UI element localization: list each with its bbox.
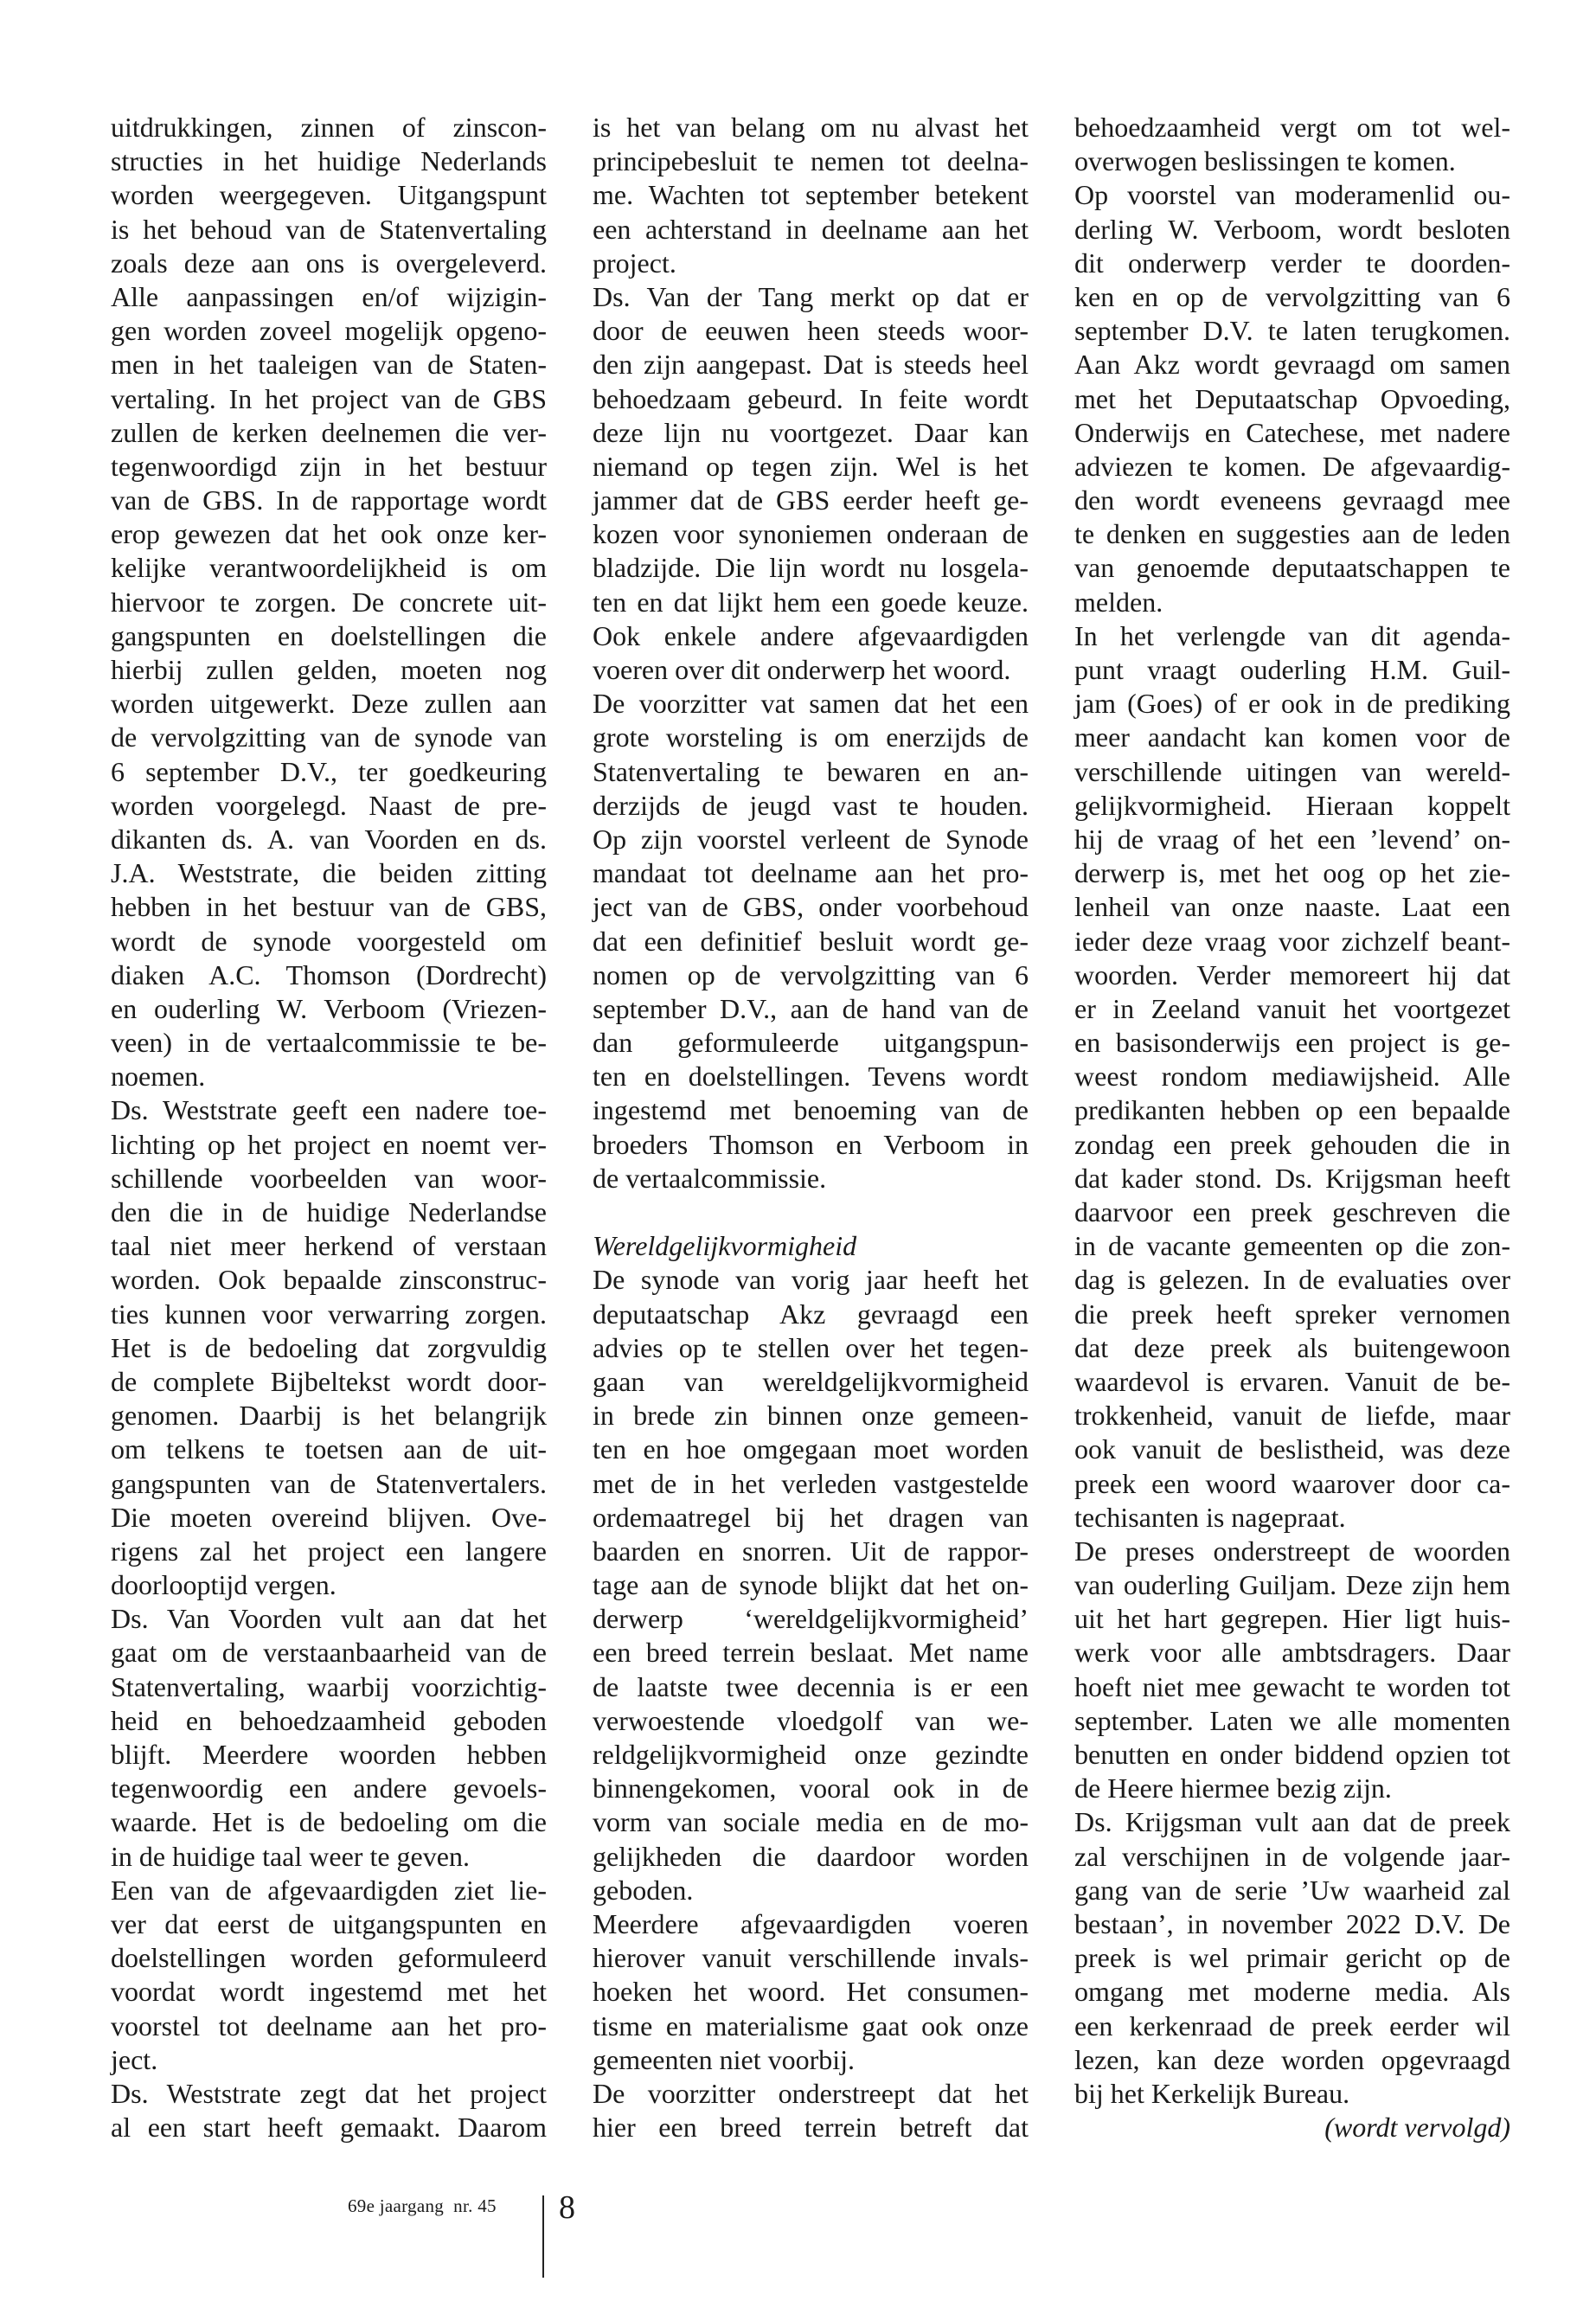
paragraph bbox=[1074, 619, 1510, 1535]
text-line: jam (Goes) of er ook in de prediking bbox=[1074, 688, 1510, 720]
text-line: september D.V., aan de hand van de bbox=[593, 992, 1029, 1024]
text-line: zoals deze aan ons is overgeleverd. bbox=[111, 247, 547, 279]
text-line: de Heere hiermee bezig zijn. bbox=[1074, 1772, 1392, 1804]
text-line: waardevol is ervaren. Vanuit de be- bbox=[1074, 1365, 1510, 1397]
text-line: gemeenten niet voorbij. bbox=[593, 2043, 856, 2075]
text-line: reldgelijkvormigheid onze gezindte bbox=[593, 1739, 1029, 1770]
text-line: principebesluit te nemen tot deelna- bbox=[593, 145, 1029, 177]
text-line: meer aandacht kan komen voor de bbox=[1074, 721, 1510, 753]
text-line: deputaatschap Akz gevraagd een bbox=[593, 1298, 1029, 1330]
text-line: gangspunten van de Statenvertalers. bbox=[111, 1467, 547, 1499]
text-line: in de vacante gemeenten op die zon- bbox=[1074, 1230, 1510, 1262]
text-line: deze lijn nu voortgezet. Daar kan bbox=[593, 416, 1029, 448]
text-line: bij het Kerkelijk Bureau. bbox=[1074, 2077, 1350, 2109]
article-column-1 bbox=[111, 111, 547, 2144]
text-line: voeren over dit onderwerp het woord. bbox=[593, 654, 1011, 685]
text-line: met de in het verleden vastgestelde bbox=[593, 1467, 1029, 1499]
text-line: (wordt vervolgd) bbox=[1324, 2112, 1510, 2144]
text-line: dat deze preek als buitengewoon bbox=[1074, 1331, 1510, 1363]
text-line: me. Wachten tot september betekent bbox=[593, 179, 1029, 211]
text-line: Meerdere afgevaardigden voeren bbox=[593, 1907, 1029, 1939]
text-line: Alle aanpassingen en/of wijzigin- bbox=[111, 280, 547, 312]
text-line: de vervolgzitting van de synode van bbox=[111, 721, 547, 753]
text-line: techisanten is nagepraat. bbox=[1074, 1501, 1346, 1533]
text-line: ten en doelstellingen. Tevens wordt bbox=[593, 1061, 1029, 1093]
paragraph bbox=[1074, 178, 1510, 619]
text-line: september D.V. te laten terugkomen. bbox=[1074, 315, 1510, 347]
text-line: behoedzaam gebeurd. In feite wordt bbox=[593, 382, 1029, 414]
text-line: Op zijn voorstel verleent de Synode bbox=[593, 823, 1029, 855]
text-line: ten en hoe omgegaan moet worden bbox=[593, 1433, 1029, 1465]
text-line: rigens zal het project een langere bbox=[111, 1535, 547, 1567]
text-line: Statenvertaling te bewaren en an- bbox=[593, 755, 1029, 787]
paragraph bbox=[593, 111, 1029, 280]
text-line: de complete Bijbeltekst wordt door- bbox=[111, 1365, 547, 1397]
text-line: project. bbox=[593, 247, 676, 279]
article-column-2 bbox=[593, 111, 1029, 2144]
text-line: ieder deze vraag voor zichzelf beant- bbox=[1074, 925, 1510, 957]
text-line: zullen de kerken deelnemen die ver- bbox=[111, 416, 547, 448]
text-line: kelijke verantwoordelijkheid is om bbox=[111, 552, 547, 584]
text-line: baarden en snorren. Uit de rappor- bbox=[593, 1535, 1029, 1567]
text-line: tegenwoordig een andere gevoels- bbox=[111, 1772, 547, 1804]
paragraph bbox=[111, 111, 547, 1093]
text-line: behoedzaamheid vergt om tot wel- bbox=[1074, 112, 1510, 143]
text-line: ties kunnen voor verwarring zorgen. bbox=[111, 1298, 547, 1330]
text-line: te denken en suggesties aan de leden bbox=[1074, 518, 1510, 550]
footer-divider bbox=[542, 2195, 544, 2278]
text-line: dit onderwerp verder te doorden- bbox=[1074, 247, 1510, 279]
text-line: in de huidige taal weer te geven. bbox=[111, 1840, 470, 1872]
text-line: advies op te stellen over het tegen- bbox=[593, 1331, 1029, 1363]
paragraph bbox=[111, 2077, 547, 2144]
text-line: werk voor alle ambtsdragers. Daar bbox=[1074, 1637, 1510, 1669]
text-line: heid en behoedzaamheid geboden bbox=[111, 1704, 547, 1736]
text-line: vertaling. In het project van de GBS bbox=[111, 382, 547, 414]
text-line: dat kader stond. Ds. Krijgsman heeft bbox=[1074, 1162, 1510, 1194]
text-line: al een start heeft gemaakt. Daarom bbox=[111, 2112, 547, 2144]
text-line: worden weergegeven. Uitgangspunt bbox=[111, 179, 547, 211]
paragraph bbox=[593, 687, 1029, 1195]
paragraph bbox=[1074, 1805, 1510, 2111]
text-line: Die moeten overeind blijven. Ove- bbox=[111, 1501, 547, 1533]
text-line: uit het hart gegrepen. Hier ligt huis- bbox=[1074, 1603, 1510, 1635]
text-line: ver dat eerst de uitgangspunten en bbox=[111, 1907, 547, 1939]
text-line: geboden. bbox=[593, 1874, 694, 1906]
text-line: genomen. Daarbij is het belangrijk bbox=[111, 1400, 547, 1432]
paragraph bbox=[111, 1093, 547, 1602]
text-line: Ds. Van der Tang merkt op dat er bbox=[593, 280, 1029, 312]
text-line: den zijn aangepast. Dat is steeds heel bbox=[593, 349, 1029, 381]
text-line: structies in het huidige Nederlands bbox=[111, 145, 547, 177]
text-line: diaken A.C. Thomson (Dordrecht) bbox=[111, 958, 547, 990]
text-line: veen) in de vertaalcommissie te be- bbox=[111, 1027, 547, 1059]
text-line: nomen op de vervolgzitting van 6 bbox=[593, 958, 1029, 990]
text-line: preek is wel primair gericht op de bbox=[1074, 1942, 1510, 1974]
text-line: hebben in het bestuur van de GBS, bbox=[111, 891, 547, 923]
text-line: wordt de synode voorgesteld om bbox=[111, 925, 547, 957]
text-line: dag is gelezen. In de evaluaties over bbox=[1074, 1264, 1510, 1296]
text-line: een breed terrein beslaat. Met name bbox=[593, 1637, 1029, 1669]
text-line: hierover vanuit verschillende invals- bbox=[593, 1942, 1029, 1974]
text-line: dat een definitief besluit wordt ge- bbox=[593, 925, 1029, 957]
text-line: een kerkenraad de preek eerder wil bbox=[1074, 2009, 1510, 2041]
text-line: hiervoor te zorgen. De concrete uit- bbox=[111, 586, 547, 618]
page-number: 8 bbox=[559, 2189, 575, 2226]
text-line: hierbij zullen gelden, moeten nog bbox=[111, 654, 547, 685]
text-line: ken en op de vervolgzitting van 6 bbox=[1074, 280, 1510, 312]
text-line: er in Zeeland vanuit het voortgezet bbox=[1074, 992, 1510, 1024]
text-line: omgang met moderne media. Als bbox=[1074, 1976, 1510, 2008]
text-line: De synode van vorig jaar heeft het bbox=[593, 1264, 1029, 1296]
text-line: Op voorstel van moderamenlid ou- bbox=[1074, 179, 1510, 211]
text-line: schillende voorbeelden van woor- bbox=[111, 1162, 547, 1194]
text-line: J.A. Weststrate, die beiden zitting bbox=[111, 857, 547, 889]
text-line: blijft. Meerdere woorden hebben bbox=[111, 1739, 547, 1770]
text-line: De voorzitter vat samen dat het een bbox=[593, 688, 1029, 720]
text-line: ject. bbox=[111, 2043, 158, 2075]
section-heading bbox=[593, 1229, 1029, 1263]
text-line: lichting op het project en noemt ver- bbox=[111, 1128, 547, 1160]
text-line: ordemaatregel bij het dragen van bbox=[593, 1501, 1029, 1533]
text-line: gangspunten en doelstellingen die bbox=[111, 619, 547, 651]
text-line: De preses onderstreept de woorden bbox=[1074, 1535, 1510, 1567]
text-line: kozen voor synoniemen onderaan de bbox=[593, 518, 1029, 550]
text-line: melden. bbox=[1074, 586, 1163, 618]
text-line: Onderwijs en Catechese, met nadere bbox=[1074, 416, 1510, 448]
text-line: 6 september D.V., ter goedkeuring bbox=[111, 755, 547, 787]
text-line: hoeken het woord. Het consumen- bbox=[593, 1976, 1029, 2008]
text-line: binnengekomen, vooral ook in de bbox=[593, 1772, 1029, 1804]
text-line: ten en dat lijkt hem een goede keuze. bbox=[593, 586, 1029, 618]
text-line: preek een woord waarover door ca- bbox=[1074, 1467, 1510, 1499]
text-line: derwerp is, met het oog op het zie- bbox=[1074, 857, 1510, 889]
text-line: doelstellingen worden geformuleerd bbox=[111, 1942, 547, 1974]
text-line: ook vanuit de beslistheid, was deze bbox=[1074, 1433, 1510, 1465]
paragraph bbox=[1074, 111, 1510, 178]
issue-info: 69e jaargang nr. 45 bbox=[348, 2195, 497, 2216]
text-line: zondag een preek gehouden die in bbox=[1074, 1128, 1510, 1160]
text-line: een achterstand in deelname aan het bbox=[593, 213, 1029, 245]
text-line: hoeft niet mee gewacht te worden tot bbox=[1074, 1670, 1510, 1702]
text-line: lezen, kan deze worden opgevraagd bbox=[1074, 2043, 1510, 2075]
text-line: hier een breed terrein betreft dat bbox=[593, 2112, 1029, 2144]
text-line: is het van belang om nu alvast het bbox=[593, 112, 1029, 143]
text-line: de vertaalcommissie. bbox=[593, 1162, 827, 1194]
text-line: De voorzitter onderstreept dat het bbox=[593, 2077, 1029, 2109]
text-line: worden. Ook bepaalde zinsconstruc- bbox=[111, 1264, 547, 1296]
text-line: daarvoor een preek geschreven die bbox=[1074, 1196, 1510, 1227]
text-line: van de GBS. In de rapportage wordt bbox=[111, 484, 547, 516]
paragraph bbox=[593, 1263, 1029, 1907]
text-line: verschillende uitingen van wereld- bbox=[1074, 755, 1510, 787]
text-line: weest rondom mediawijsheid. Alle bbox=[1074, 1061, 1510, 1093]
paragraph bbox=[593, 1907, 1029, 2077]
text-line: lenheil van onze naaste. Laat een bbox=[1074, 891, 1510, 923]
text-line: Ds. Weststrate zegt dat het project bbox=[111, 2077, 547, 2109]
text-line: gelijkvormigheid. Hieraan koppelt bbox=[1074, 789, 1510, 821]
text-line: door de eeuwen heen steeds woor- bbox=[593, 315, 1029, 347]
text-line: den wordt eveneens gevraagd mee bbox=[1074, 484, 1510, 516]
text-line: trokkenheid, vanuit de liefde, maar bbox=[1074, 1400, 1510, 1432]
paragraph bbox=[1074, 1535, 1510, 1806]
article-column-3 bbox=[1074, 111, 1510, 2144]
text-line: den die in de huidige Nederlandse bbox=[111, 1196, 547, 1227]
text-line: men in het taaleigen van de Staten- bbox=[111, 349, 547, 381]
text-line: Aan Akz wordt gevraagd om samen bbox=[1074, 349, 1510, 381]
text-line: vorm van sociale media en de mo- bbox=[593, 1806, 1029, 1838]
text-line: jammer dat de GBS eerder heeft ge- bbox=[593, 484, 1029, 516]
text-line: gelijkheden die daardoor worden bbox=[593, 1840, 1029, 1872]
text-line: derzijds de jeugd vast te houden. bbox=[593, 789, 1029, 821]
text-line: adviezen te komen. De afgevaardig- bbox=[1074, 450, 1510, 482]
text-line: bestaan’, in november 2022 D.V. De bbox=[1074, 1907, 1510, 1939]
text-line: tisme en materialisme gaat ook onze bbox=[593, 2009, 1029, 2041]
text-line: gen worden zoveel mogelijk opgeno- bbox=[111, 315, 547, 347]
text-line: broeders Thomson en Verboom in bbox=[593, 1128, 1029, 1160]
text-line: grote worsteling is om enerzijds de bbox=[593, 721, 1029, 753]
text-line: Ds. Van Voorden vult aan dat het bbox=[111, 1603, 547, 1635]
text-line: de laatste twee decennia is er een bbox=[593, 1670, 1029, 1702]
text-line: Wereldgelijkvormigheid bbox=[593, 1230, 857, 1262]
paragraph bbox=[111, 1602, 547, 1874]
text-line: Statenvertaling, waarbij voorzichtig- bbox=[111, 1670, 547, 1702]
text-line: september. Laten we alle momenten bbox=[1074, 1704, 1510, 1736]
text-line: noemen. bbox=[111, 1061, 206, 1093]
text-line: predikanten hebben op een bepaalde bbox=[1074, 1094, 1510, 1126]
text-line: taal niet meer herkend of verstaan bbox=[111, 1230, 547, 1262]
text-line: zal verschijnen in de volgende jaar- bbox=[1074, 1840, 1510, 1872]
text-line: gang van de serie ’Uw waarheid zal bbox=[1074, 1874, 1510, 1906]
text-line: overwogen beslissingen te komen. bbox=[1074, 145, 1456, 177]
text-line: en ouderling W. Verboom (Vriezen- bbox=[111, 992, 547, 1024]
text-line: worden voorgelegd. Naast de pre- bbox=[111, 789, 547, 821]
text-line: worden uitgewerkt. Deze zullen aan bbox=[111, 688, 547, 720]
paragraph bbox=[593, 2077, 1029, 2144]
text-line: met het Deputaatschap Opvoeding, bbox=[1074, 382, 1510, 414]
text-line: mandaat tot deelname aan het pro- bbox=[593, 857, 1029, 889]
text-line: gaat om de verstaanbaarheid van de bbox=[111, 1637, 547, 1669]
continued-note bbox=[1074, 2111, 1510, 2144]
text-line: en basisonderwijs een project is ge- bbox=[1074, 1027, 1510, 1059]
text-line: Ook enkele andere afgevaardigden bbox=[593, 619, 1029, 651]
text-line: doorlooptijd vergen. bbox=[111, 1569, 337, 1601]
text-line: verwoestende vloedgolf van we- bbox=[593, 1704, 1029, 1736]
text-line: uitdrukkingen, zinnen of zinscon- bbox=[111, 112, 547, 143]
text-line: voorstel tot deelname aan het pro- bbox=[111, 2009, 547, 2041]
text-line: tage aan de synode blijkt dat het on- bbox=[593, 1569, 1029, 1601]
text-line: Ds. Krijgsman vult aan dat de preek bbox=[1074, 1806, 1510, 1838]
text-line: derling W. Verboom, wordt besloten bbox=[1074, 213, 1510, 245]
text-line: om telkens te toetsen aan de uit- bbox=[111, 1433, 547, 1465]
text-line: woorden. Verder memoreert hij dat bbox=[1074, 958, 1510, 990]
text-line: benutten en onder biddend opzien tot bbox=[1074, 1739, 1510, 1770]
text-line: tegenwoordigd zijn in het bestuur bbox=[111, 450, 547, 482]
text-line: dan geformuleerde uitgangspun- bbox=[593, 1027, 1029, 1059]
text-line: in brede zin binnen onze gemeen- bbox=[593, 1400, 1029, 1432]
text-line: derwerp ‘wereldgelijkvormigheid’ bbox=[593, 1603, 1029, 1635]
text-line: dikanten ds. A. van Voorden en ds. bbox=[111, 823, 547, 855]
text-line: ject van de GBS, onder voorbehoud bbox=[593, 891, 1029, 923]
text-line: In het verlengde van dit agenda- bbox=[1074, 619, 1510, 651]
text-line: is het behoud van de Statenvertaling bbox=[111, 213, 547, 245]
text-line: die preek heeft spreker vernomen bbox=[1074, 1298, 1510, 1330]
text-line: punt vraagt ouderling H.M. Guil- bbox=[1074, 654, 1510, 685]
text-line: Ds. Weststrate geeft een nadere toe- bbox=[111, 1094, 547, 1126]
text-line: Een van de afgevaardigden ziet lie- bbox=[111, 1874, 547, 1906]
text-line: erop gewezen dat het ook onze ker- bbox=[111, 518, 547, 550]
text-line: gaan van wereldgelijkvormigheid bbox=[593, 1365, 1029, 1397]
text-line: hij de vraag of het een ’levend’ on- bbox=[1074, 823, 1510, 855]
text-line: van ouderling Guiljam. Deze zijn hem bbox=[1074, 1569, 1510, 1601]
text-line: bladzijde. Die lijn wordt nu losgela- bbox=[593, 552, 1029, 584]
text-line: niemand op tegen zijn. Wel is het bbox=[593, 450, 1029, 482]
text-line: waarde. Het is de bedoeling om die bbox=[111, 1806, 547, 1838]
text-line: ingestemd met benoeming van de bbox=[593, 1094, 1029, 1126]
paragraph bbox=[111, 1874, 547, 2077]
paragraph bbox=[593, 280, 1029, 687]
text-line: van genoemde deputaatschappen te bbox=[1074, 552, 1510, 584]
text-line: Het is de bedoeling dat zorgvuldig bbox=[111, 1331, 547, 1363]
text-line: voordat wordt ingestemd met het bbox=[111, 1976, 547, 2008]
